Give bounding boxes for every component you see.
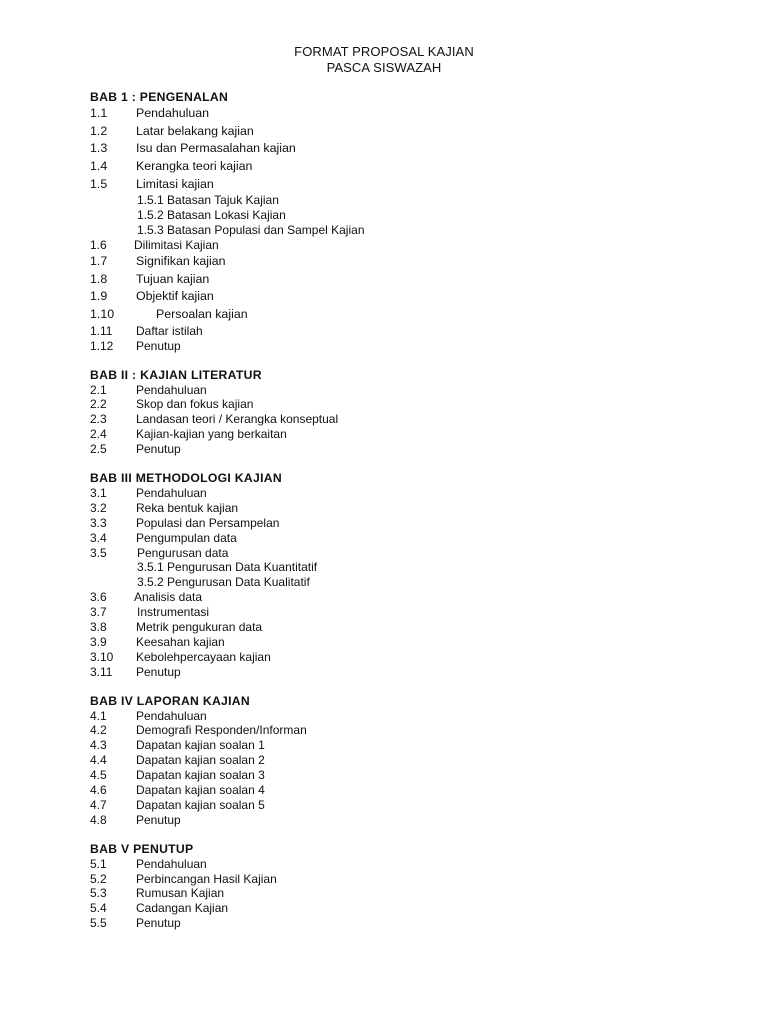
title-line-1: FORMAT PROPOSAL KAJIAN: [294, 44, 474, 59]
list-item: 3.1 Pendahuluan: [90, 485, 207, 500]
list-item: 5.1 Pendahuluan: [90, 856, 207, 871]
list-item: 3.3 Populasi dan Persampelan: [90, 515, 280, 530]
list-item: 3.7 Instrumentasi: [90, 605, 210, 620]
list-item: 4.8 Penutup: [90, 812, 181, 827]
title-line-2: PASCA SISWAZAH: [326, 60, 442, 75]
chapter-title: BAB 1 : PENGENALAN: [90, 90, 229, 104]
list-item: 3.11 Penutup: [90, 664, 181, 679]
chapter-1: [90, 90, 690, 354]
list-item: 4.3 Dapatan kajian soalan 1: [90, 738, 265, 753]
list-item: 1.12 Penutup: [90, 338, 181, 353]
list-item: 4.7 Dapatan kajian soalan 5: [90, 797, 265, 812]
chapter-4: [90, 694, 690, 828]
list-item: 4.2 Demografi Responden/Informan: [90, 723, 307, 738]
list-item: 3.5 Pengurusan data: [90, 545, 229, 560]
list-item: 2.2 Skop dan fokus kajian: [90, 397, 254, 412]
list-item: 1.6 Dilimitasi Kajian: [90, 238, 219, 253]
list-item: 3.4 Pengumpulan data: [90, 530, 237, 545]
list-item: 3.2 Reka bentuk kajian: [90, 500, 239, 515]
sub-list-item: 1.5.2 Batasan Lokasi Kajian: [137, 208, 286, 223]
chapter-5: [90, 842, 690, 931]
chapter-title: BAB IV LAPORAN KAJIAN: [90, 693, 251, 708]
table-of-contents: [90, 90, 690, 931]
list-item: 3.9 Keesahan kajian: [90, 634, 225, 649]
list-item: 3.8 Metrik pengukuran data: [90, 620, 263, 634]
chapter-title: BAB V PENUTUP: [90, 841, 194, 856]
list-item: 5.2 Perbincangan Hasil Kajian: [90, 871, 277, 886]
list-item: 1.9 Objektif kajian: [90, 289, 214, 304]
list-item: 2.1 Pendahuluan: [90, 382, 207, 397]
list-item: 3.10 Kebolehpercayaan kajian: [90, 649, 271, 664]
list-item: 3.6 Analisis data: [90, 590, 203, 605]
list-item: 1.10 Persoalan kajian: [90, 307, 248, 322]
chapter-2: [90, 368, 690, 457]
list-item: 1.5 Limitasi kajian: [90, 176, 214, 191]
chapter-title: BAB II : KAJIAN LITERATUR: [90, 367, 262, 382]
document-title: [0, 44, 768, 76]
list-item: 2.4 Kajian-kajian yang berkaitan: [90, 427, 287, 442]
chapter-3: [90, 471, 690, 680]
list-item: 5.5 Penutup: [90, 916, 181, 931]
list-item: 4.5 Dapatan kajian soalan 3: [90, 768, 265, 783]
list-item: 4.6 Dapatan kajian soalan 4: [90, 783, 265, 798]
sub-list-item: 3.5.2 Pengurusan Data Kualitatif: [137, 575, 310, 590]
sub-list-item: 1.5.1 Batasan Tajuk Kajian: [137, 193, 279, 208]
list-item: 4.1 Pendahuluan: [90, 708, 207, 723]
list-item: 2.5 Penutup: [90, 442, 181, 457]
list-item: 5.3 Rumusan Kajian: [90, 886, 225, 901]
chapter-title: BAB III METHODOLOGI KAJIAN: [90, 470, 282, 485]
list-item: 4.4 Dapatan kajian soalan 2: [90, 753, 265, 768]
list-item: 2.3 Landasan teori / Kerangka konseptual: [90, 412, 339, 427]
list-item: 1.4 Kerangka teori kajian: [90, 159, 253, 174]
list-item: 1.11 Daftar istilah: [90, 323, 203, 338]
sub-list-item: 1.5.3 Batasan Populasi dan Sampel Kajian: [137, 223, 365, 238]
list-item: 1.3 Isu dan Permasalahan kajian: [90, 141, 296, 156]
list-item: 1.2 Latar belakang kajian: [90, 123, 254, 138]
list-item: 5.4 Cadangan Kajian: [90, 901, 229, 916]
list-item: 1.7 Signifikan kajian: [90, 254, 226, 268]
list-item: 1.8 Tujuan kajian: [90, 271, 210, 286]
list-item: 1.1 Pendahuluan: [90, 106, 210, 120]
sub-list-item: 3.5.1 Pengurusan Data Kuantitatif: [137, 560, 318, 575]
